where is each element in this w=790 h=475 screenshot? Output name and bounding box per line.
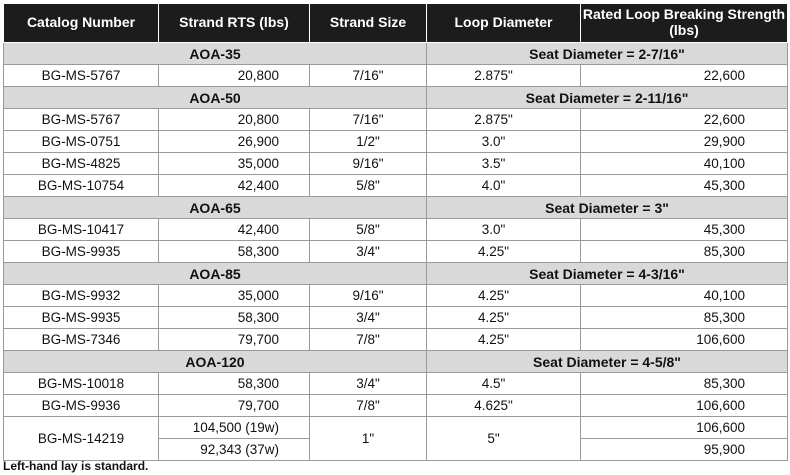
catalog-number-cell: BG-MS-5767 xyxy=(4,65,159,87)
table-row xyxy=(4,131,788,153)
loop-diameter-cell: 4.25" xyxy=(427,241,581,263)
strand-rts-cell: 35,000 xyxy=(159,285,310,307)
rated-strength-cell: 106,600 xyxy=(581,395,788,417)
strand-rts-cell: 79,700 xyxy=(159,395,310,417)
table-row xyxy=(4,241,788,263)
loop-diameter-cell: 4.5" xyxy=(427,373,581,395)
table-row xyxy=(4,395,788,417)
loop-diameter-cell: 4.0" xyxy=(427,175,581,197)
section-header-row xyxy=(4,43,788,65)
strand-rts-cell: 20,800 xyxy=(159,109,310,131)
strand-size-cell: 1/2" xyxy=(310,131,427,153)
loop-diameter-cell: 4.25" xyxy=(427,285,581,307)
catalog-number-cell: BG-MS-0751 xyxy=(4,131,159,153)
rated-strength-cell: 85,300 xyxy=(581,373,788,395)
section-header-row xyxy=(4,351,788,373)
table-row xyxy=(4,109,788,131)
seat-diameter: Seat Diameter = 4-5/8" xyxy=(427,351,788,373)
loop-diameter-cell: 2.875" xyxy=(427,109,581,131)
section-header-row xyxy=(4,263,788,285)
rated-strength-cell: 22,600 xyxy=(581,109,788,131)
table-row xyxy=(4,219,788,241)
rated-strength-cell: 85,300 xyxy=(581,241,788,263)
header-rated-loop-breaking-strength: Rated Loop Breaking Strength (lbs) xyxy=(581,4,788,43)
catalog-number-cell: BG-MS-7346 xyxy=(4,329,159,351)
table-row xyxy=(4,373,788,395)
loop-diameter-cell: 4.25" xyxy=(427,329,581,351)
catalog-number-cell: BG-MS-9936 xyxy=(4,395,159,417)
footnote: Left-hand lay is standard. xyxy=(3,459,149,473)
loop-diameter-cell: 5" xyxy=(427,417,581,461)
loop-diameter-cell: 3.5" xyxy=(427,153,581,175)
table-row xyxy=(4,153,788,175)
strand-size-cell: 1" xyxy=(310,417,427,461)
loop-diameter-cell: 4.625" xyxy=(427,395,581,417)
rated-strength-cell: 40,100 xyxy=(581,285,788,307)
catalog-number-cell: BG-MS-4825 xyxy=(4,153,159,175)
catalog-number-cell: BG-MS-9935 xyxy=(4,241,159,263)
model-name: AOA-120 xyxy=(4,351,427,373)
catalog-number-cell: BG-MS-9935 xyxy=(4,307,159,329)
catalog-number-cell: BG-MS-9932 xyxy=(4,285,159,307)
catalog-number-cell: BG-MS-10754 xyxy=(4,175,159,197)
rated-strength-cell: 22,600 xyxy=(581,65,788,87)
strand-size-cell: 5/8" xyxy=(310,175,427,197)
table-row xyxy=(4,307,788,329)
breaking-strength-table xyxy=(3,3,788,461)
loop-diameter-cell: 2.875" xyxy=(427,65,581,87)
rated-strength-cell: 95,900 xyxy=(581,439,788,461)
catalog-number-cell: BG-MS-10018 xyxy=(4,373,159,395)
catalog-number-cell: BG-MS-10417 xyxy=(4,219,159,241)
strand-rts-cell: 42,400 xyxy=(159,219,310,241)
table-row xyxy=(4,329,788,351)
rated-strength-cell: 106,600 xyxy=(581,329,788,351)
seat-diameter: Seat Diameter = 4-3/16" xyxy=(427,263,788,285)
strand-rts-cell: 58,300 xyxy=(159,241,310,263)
strand-rts-cell: 79,700 xyxy=(159,329,310,351)
seat-diameter: Seat Diameter = 2-11/16" xyxy=(427,87,788,109)
strand-size-cell: 5/8" xyxy=(310,219,427,241)
table-row xyxy=(4,285,788,307)
strand-size-cell: 3/4" xyxy=(310,373,427,395)
table-row xyxy=(4,417,788,439)
model-name: AOA-85 xyxy=(4,263,427,285)
strand-rts-cell: 20,800 xyxy=(159,65,310,87)
strand-rts-cell: 58,300 xyxy=(159,307,310,329)
section-header-row xyxy=(4,197,788,219)
table-body xyxy=(4,43,788,461)
header-row xyxy=(4,4,788,43)
header-catalog-number: Catalog Number xyxy=(4,4,159,43)
strand-size-cell: 7/8" xyxy=(310,329,427,351)
rated-strength-cell: 29,900 xyxy=(581,131,788,153)
loop-diameter-cell: 3.0" xyxy=(427,219,581,241)
rated-strength-cell: 45,300 xyxy=(581,175,788,197)
table-row xyxy=(4,175,788,197)
strand-size-cell: 7/8" xyxy=(310,395,427,417)
rated-strength-cell: 106,600 xyxy=(581,417,788,439)
model-name: AOA-50 xyxy=(4,87,427,109)
strand-size-cell: 7/16" xyxy=(310,65,427,87)
rated-strength-cell: 45,300 xyxy=(581,219,788,241)
strand-size-cell: 7/16" xyxy=(310,109,427,131)
strand-rts-cell: 58,300 xyxy=(159,373,310,395)
header-strand-rts: Strand RTS (lbs) xyxy=(159,4,310,43)
strand-rts-cell: 26,900 xyxy=(159,131,310,153)
header-strand-size: Strand Size xyxy=(310,4,427,43)
catalog-number-cell: BG-MS-5767 xyxy=(4,109,159,131)
strand-rts-cell: 35,000 xyxy=(159,153,310,175)
strand-rts-cell: 92,343 (37w) xyxy=(159,439,310,461)
header-loop-diameter: Loop Diameter xyxy=(427,4,581,43)
rated-strength-cell: 40,100 xyxy=(581,153,788,175)
section-header-row xyxy=(4,87,788,109)
loop-diameter-cell: 4.25" xyxy=(427,307,581,329)
strand-size-cell: 9/16" xyxy=(310,285,427,307)
seat-diameter: Seat Diameter = 3" xyxy=(427,197,788,219)
strand-size-cell: 3/4" xyxy=(310,307,427,329)
strand-size-cell: 3/4" xyxy=(310,241,427,263)
strand-rts-cell: 42,400 xyxy=(159,175,310,197)
model-name: AOA-65 xyxy=(4,197,427,219)
rated-strength-cell: 85,300 xyxy=(581,307,788,329)
catalog-number-cell: BG-MS-14219 xyxy=(4,417,159,461)
table-row xyxy=(4,65,788,87)
strand-rts-cell: 104,500 (19w) xyxy=(159,417,310,439)
seat-diameter: Seat Diameter = 2-7/16" xyxy=(427,43,788,65)
strand-size-cell: 9/16" xyxy=(310,153,427,175)
loop-diameter-cell: 3.0" xyxy=(427,131,581,153)
model-name: AOA-35 xyxy=(4,43,427,65)
